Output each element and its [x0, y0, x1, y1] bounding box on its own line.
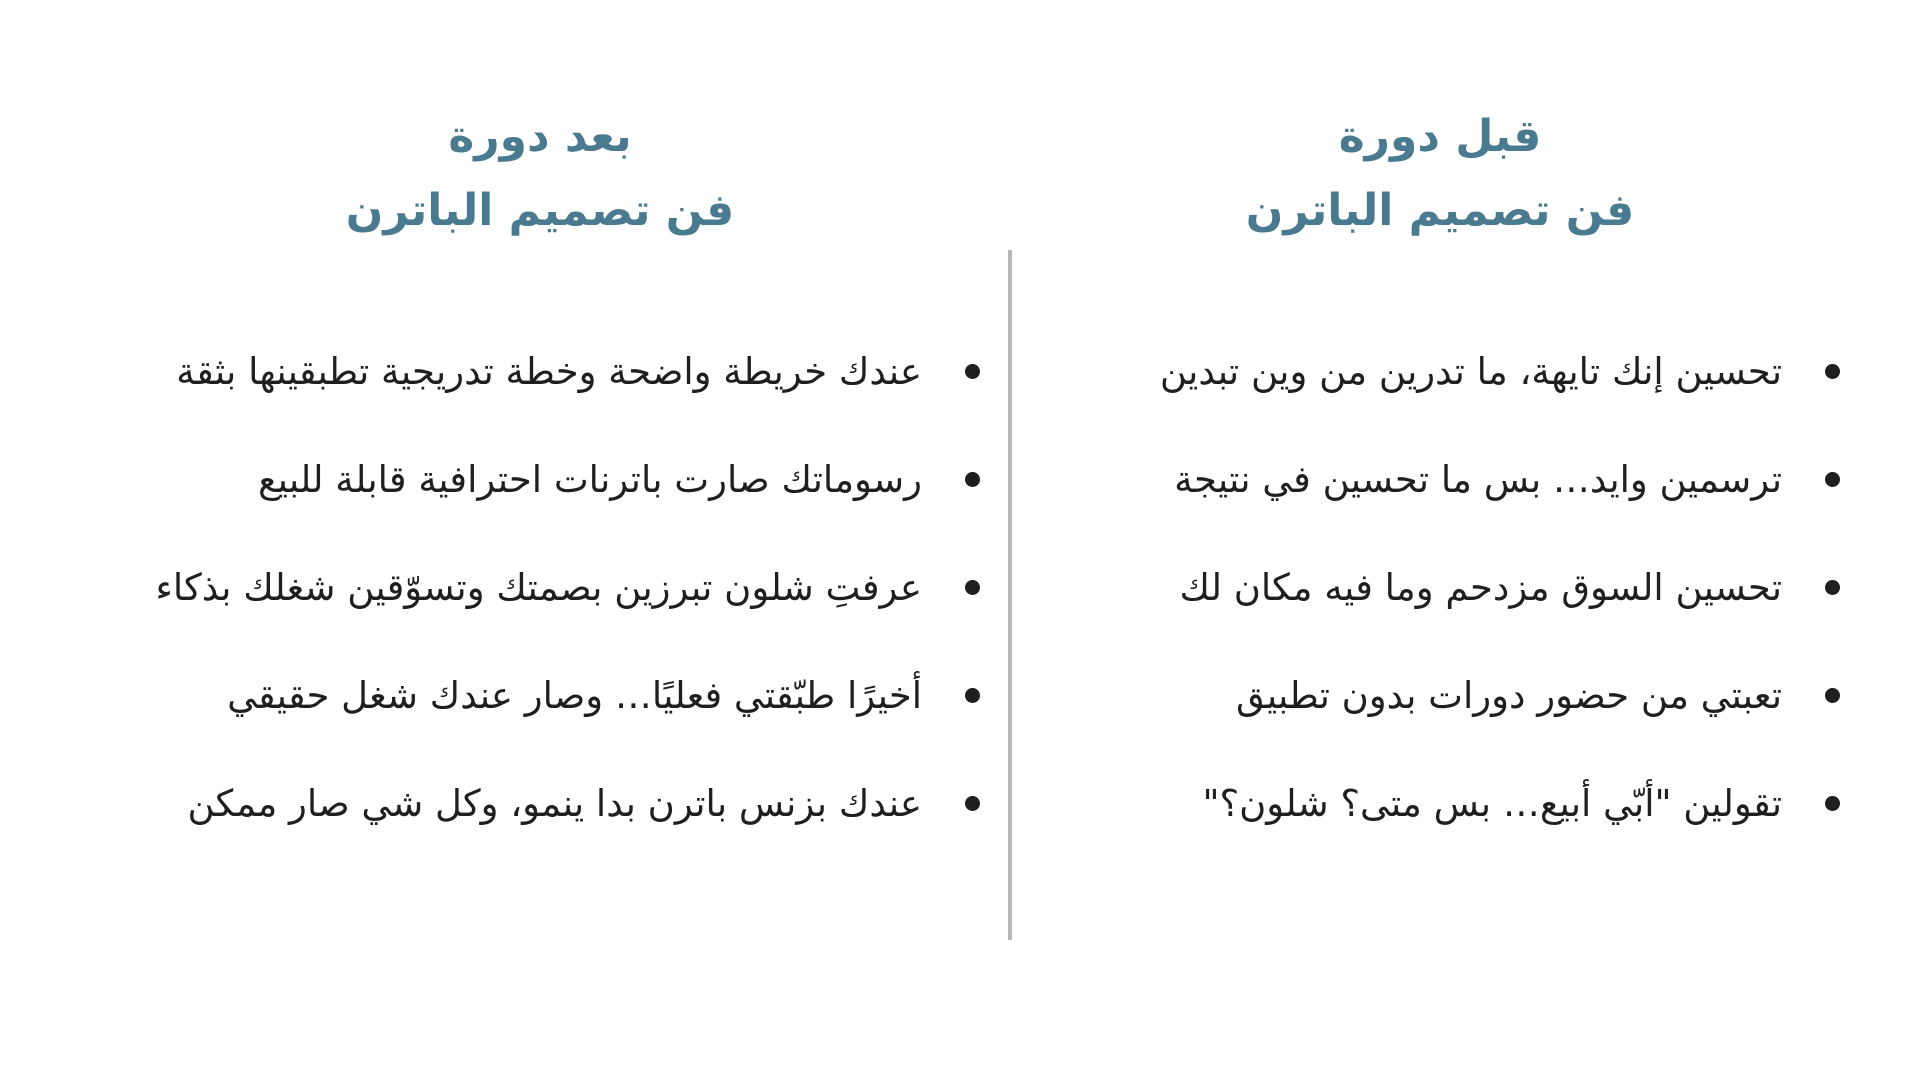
before-heading — [1020, 100, 1860, 248]
after-bullet-text: عندك خريطة واضحة وخطة تدريجية تطبقينها بثقة — [176, 350, 922, 393]
after-bullet-text: عرفتِ شلون تبرزين بصمتك وتسوّقين شغلك بذكاء — [155, 566, 922, 609]
after-bullet-item — [155, 450, 980, 558]
before-bullet-list — [1160, 342, 1840, 882]
bullet-dot-icon — [965, 580, 980, 595]
after-bullet-text: أخيرًا طبّقتي فعليًا… وصار عندك شغل حقيقي — [227, 674, 922, 717]
after-bullet-list — [155, 342, 980, 882]
after-heading-line1: بعد دورة — [448, 111, 632, 162]
before-column — [1040, 0, 1880, 1080]
after-heading-line2: فن تصميم الباترن — [345, 185, 735, 236]
before-bullet-text: تحسين إنك تايهة، ما تدرين من وين تبدين — [1159, 350, 1782, 393]
bullet-dot-icon — [1825, 688, 1840, 703]
bullet-dot-icon — [1825, 796, 1840, 811]
bullet-dot-icon — [965, 364, 980, 379]
bullet-dot-icon — [965, 796, 980, 811]
before-bullet-text: تحسين السوق مزدحم وما فيه مكان لك — [1179, 566, 1782, 609]
after-bullet-item — [155, 558, 980, 666]
bullet-dot-icon — [1825, 580, 1840, 595]
bullet-dot-icon — [1825, 472, 1840, 487]
bullet-dot-icon — [965, 472, 980, 487]
after-bullet-item — [155, 342, 980, 450]
center-divider — [1008, 250, 1012, 940]
before-bullet-text: تعبتي من حضور دورات بدون تطبيق — [1236, 674, 1782, 717]
bullet-dot-icon — [1825, 364, 1840, 379]
before-bullet-item — [1160, 666, 1840, 774]
before-bullet-item — [1160, 342, 1840, 450]
after-bullet-item — [155, 774, 980, 882]
before-bullet-text: تقولين "أبّي أبيع… بس متى؟ شلون؟" — [1202, 782, 1782, 825]
after-bullet-text: عندك بزنس باترن بدا ينمو، وكل شي صار ممكن — [187, 782, 922, 825]
before-heading-line1: قبل دورة — [1338, 111, 1542, 162]
bullet-dot-icon — [965, 688, 980, 703]
after-bullet-text: رسوماتك صارت باترنات احترافية قابلة للبيع — [257, 458, 922, 501]
before-bullet-item — [1160, 558, 1840, 666]
after-bullet-item — [155, 666, 980, 774]
before-bullet-text: ترسمين وايد… بس ما تحسين في نتيجة — [1174, 458, 1782, 501]
before-heading-line2: فن تصميم الباترن — [1245, 185, 1635, 236]
before-bullet-item — [1160, 774, 1840, 882]
after-column — [40, 0, 990, 1080]
after-heading — [65, 100, 1015, 248]
before-bullet-item — [1160, 450, 1840, 558]
